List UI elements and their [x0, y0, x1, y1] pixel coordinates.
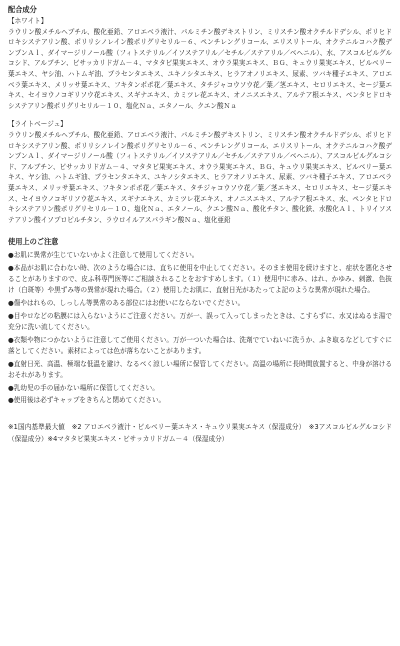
- caution-item: ●乳幼児の手の届かない場所に保管してください。: [8, 383, 159, 392]
- white-ingredients-text: ラウリン酸メチルヘプチル、酸化亜鉛、アロエベラ液汁、パルミチン酸デキストリン、ミリスチン酸オクチルドデシル、ポリヒドロキシステアリン酸、ポリリシノレイン酸ポリグリセリル－６、ペンチレングリコール、エリスリトール、オクテニルコハク酸デンプンＡｌ、ダイマージリノール酸（フィトステリル／イソステアリル／セチル／ステアリル／ベヘニル）、水、アスコルビルグルコシド、アルブチン、ビサッカリドガム－４、マタタビ果実エキス、オウラ果実エキス、ＢＧ、キュウリ果実エキス、ビルベリー葉エキス、ヤシ油、ハトムギ油、プラセンタエキス、ユキノシタエキス、ヒラアオノリエキス、尿素、ツバキ種子エキス、アロエベラ葉エキス、メリッサ葉エキス、フキタンポポ花／葉エキス、タチジャコウソウ花／葉／茎エキス、セロリエキス、セージ葉エキス、セイヨウノコギリソウ花エキス、スギナエキス、カミツレ花エキス、オノニスエキス、アルテア根エキス、ペンタヒドロキシステアリン酸ポリグリセリル－１０、塩化Ｎａ、エタノール、クエン酸Ｎａ: [8, 27, 392, 110]
- caution-item: ●使用後は必ずキャップをきちんと閉めてください。: [8, 396, 166, 405]
- caution-item: ●直射日光、高温、極端な低温を避け、なるべく涼しい場所に保管してください。高温の場所に長時間放置すると、中身が溶けるおそれがあります。: [8, 359, 392, 379]
- caution-item: ●お肌に異常が生じていないかよく注意して使用してください。: [8, 251, 199, 260]
- caution-item: ●傷やはれもの、しっしん等異常のある部位にはお使いにならないでください。: [8, 299, 245, 308]
- lightbeige-ingredients-section: [8, 119, 392, 225]
- caution-title: 使用上のご注意: [8, 237, 59, 247]
- lightbeige-ingredients-text: ラウリン酸メチルヘプチル、酸化亜鉛、アロエベラ液汁、パルミチン酸デキストリン、ミリスチン酸オクチルドデシル、ポリヒドロキシステアリン酸、ポリリシノレイン酸ポリグリセリル－６、ペンチレングリコール、エリスリトール、オクテニルコハク酸デンプンＡｌ、ダイマージリノール酸（フィトステリル／イソステアリル／セチル／ステアリル／ベヘニル）、アスコルビルグルコシド、アルブチン、ビサッカリドガム－４、マタタビ果実エキス、オウラ果実エキス、ＢＧ、キュウリ果実エキス、ビルベリー葉エキス、ヤシ油、ハトムギ油、プラセンタエキス、ユキノシタエキス、ヒラアオノリエキス、尿素、ツバキ種子エキス、アロエベラ葉エキス、メリッサ葉エキス、フキタンポポ花／葉エキス、タチジャコウソウ花／葉／茎エキス、セロリエキス、セージ葉エキス、セイヨウノコギリソウ花エキス、スギナエキス、カミツレ花エキス、オノニスエキス、アルテア根エキス、水、ペンタヒドロキシステアリン酸ポリグリセリル－１０、塩化Ｎａ、エタノール、クエン酸Ｎａ、酸化チタン、酸化鉄、水酸化Ａｌ、トリイソステアリン酸イソプロピルチタン、ラウロイルアスパラギン酸Ｎａ、塩化亜鉛: [8, 130, 392, 224]
- ingredients-title: 配合成分: [8, 5, 37, 14]
- caution-item: ●目やロなどの粘膜には入らないようにご注意ください。万が一、誤って入ってしまったときは、こすらずに、水又はぬるま湯で充分に洗い流してください。: [8, 311, 392, 331]
- caution-item: ●本品がお肌に合わない時、次のような場合には、直ちに使用を中止してください。そのまま使用を続けますと、症状を悪化させることがありますので、皮ふ科専門医等にご相談されることをおすすめします。（１）使用中に赤み、はれ、かゆみ、刺激、色抜け（白斑等）や黒ずみ等の異常が現れた場合。（２）使用したお肌に、直射日光があたってよ記のような異常が現れた場合。: [8, 263, 392, 295]
- caution-item: ●衣類や物につかないように注意してご使用ください。万が一ついた場合は、洗剤でていねいに洗うか、ふき取るなどしてすぐに落としてください。素材によっては色が落ちないことがあります。: [8, 335, 392, 355]
- footnote: ※1国内基準最大値 ※2 アロエベラ液汁・ビルベリー葉エキス・キュウリ果実エキス（保湿成分） ※3アスコルビルグルコシド（保湿成分）※4マタタビ果実エキス・ビサッカリドガム－４（保湿成分）: [8, 423, 392, 443]
- lightbeige-label: 【ライトベージュ】: [8, 120, 67, 129]
- white-ingredients-section: [8, 16, 392, 111]
- white-label: 【ホワイト】: [8, 17, 48, 25]
- caution-list: [8, 250, 392, 406]
